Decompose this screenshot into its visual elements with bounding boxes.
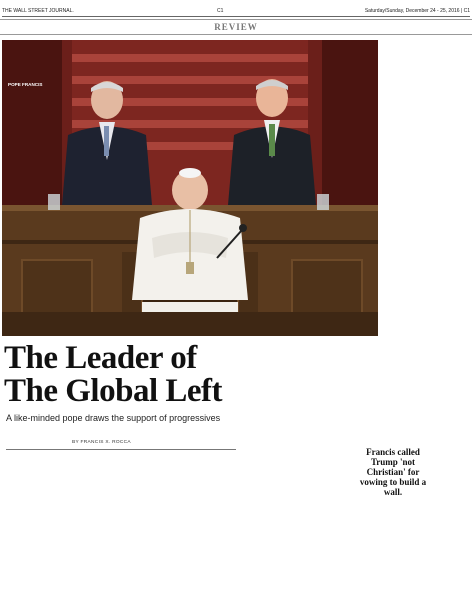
headline (4, 342, 234, 408)
masthead: THE WALL STREET JOURNAL. (2, 8, 74, 14)
article-column-4 (384, 40, 468, 440)
headline-line-2: The Global Left (4, 373, 223, 409)
photo-caption (8, 82, 66, 88)
article-column-3 (242, 341, 352, 595)
page-number: C1 (217, 8, 224, 14)
headline-line-1: The Leader of (4, 340, 197, 376)
byline: BY FRANCIS X. ROCCA (72, 440, 131, 445)
pull-quote: Francis called Trump 'not Christian' for vowing to build a wall. (359, 447, 427, 497)
issue-date: Saturday/Sunday, December 24 - 25, 2016 | C1 (364, 8, 470, 14)
deck-subheadline: A like-minded pope draws the support of progressives (6, 413, 221, 423)
newspaper-header (2, 8, 470, 17)
caption-title: POPE FRANCIS (8, 82, 43, 87)
divider (6, 449, 236, 450)
article-column-1 (6, 452, 102, 595)
article-column-2 (108, 452, 204, 595)
section-title: REVIEW (0, 19, 472, 35)
